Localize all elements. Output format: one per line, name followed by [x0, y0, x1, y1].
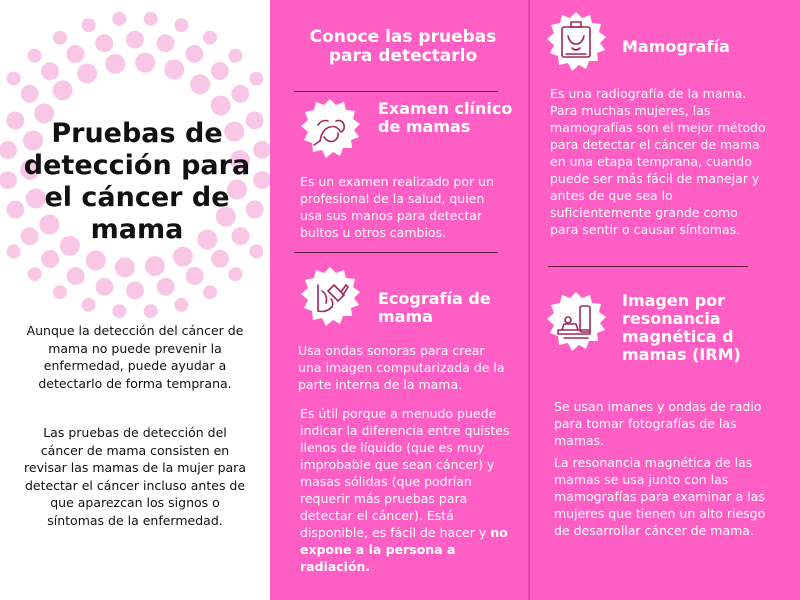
- decorative-dot: [66, 45, 84, 63]
- middle-panel: [270, 0, 528, 600]
- decorative-dot: [231, 85, 249, 103]
- mri-title: Imagen por resonancia magnética d mamas (IRM): [622, 291, 741, 364]
- decorative-dot: [126, 31, 144, 49]
- decorative-dot: [157, 278, 175, 296]
- left-panel: [0, 0, 270, 600]
- decorative-dot: [82, 18, 96, 32]
- decorative-dot: [53, 80, 73, 100]
- section-heading: Conoce las pruebas para detectarlo: [309, 27, 497, 66]
- decorative-dot: [95, 34, 113, 52]
- echo-details-emphasis: no expone a la persona a radiación.: [300, 525, 508, 574]
- decorative-dot: [249, 72, 263, 86]
- decorative-dot: [82, 298, 96, 312]
- decorative-dot: [115, 257, 135, 277]
- decorative-dot: [77, 63, 97, 83]
- decorative-dot: [211, 62, 229, 80]
- mri-details: La resonancia magnética de las mamas se usa junto con las mamografías para examinar a las mujeres que tienen un alto riesgo de desarrollar cáncer de mama.: [554, 455, 766, 538]
- decorative-dot: [190, 74, 210, 94]
- decorative-dot: [203, 285, 217, 299]
- echo-description: Usa ondas sonoras para crear una imagen computarizada de la parte interna de la mama.: [298, 343, 505, 392]
- decorative-dot: [249, 244, 263, 258]
- echo-title: Ecografía de mama: [378, 289, 491, 326]
- exam-title: Examen clínico de mamas: [378, 99, 513, 136]
- decorative-dot: [41, 62, 59, 80]
- decorative-dot: [53, 31, 67, 45]
- decorative-dot: [112, 12, 126, 26]
- decorative-dot: [174, 18, 188, 32]
- divider: [294, 252, 498, 253]
- decorative-dot: [228, 49, 242, 63]
- decorative-dot: [67, 267, 85, 285]
- decorative-dot: [164, 60, 184, 80]
- decorative-dot: [157, 34, 175, 52]
- decorative-dot: [135, 53, 155, 73]
- decorative-dot: [203, 31, 217, 45]
- ultrasound-icon: [298, 265, 362, 329]
- mammography-icon: [544, 10, 608, 74]
- right-panel: [530, 0, 800, 600]
- decorative-dot: [41, 250, 59, 268]
- decorative-dot: [96, 278, 114, 296]
- decorative-dot: [53, 285, 67, 299]
- decorative-dot: [112, 304, 126, 318]
- divider: [294, 91, 498, 92]
- mri-scanner-icon: [544, 290, 608, 354]
- intro-paragraph: Aunque la detección del cáncer de mama no puede prevenir la enfermedad, puede ayudar a detectarlo de forma temprana.: [26, 323, 244, 391]
- decorative-dot: [28, 267, 42, 281]
- decorative-dot: [86, 251, 106, 271]
- breast-self-exam-icon: [298, 97, 362, 161]
- echo-details-text: Es útil porque a menudo puede indicar la diferencia entre quistes llenos de líquido (que es muy improbable que sean cáncer) y masas sólidas (que podrían requerir más pruebas para detectar el cáncer). Está disponible, es fácil de hacer y: [300, 406, 510, 540]
- decorative-dot: [21, 85, 39, 103]
- decorative-dot: [126, 281, 144, 299]
- decorative-dot: [211, 96, 231, 116]
- decorative-dot: [7, 244, 21, 258]
- echo-details: [300, 405, 512, 575]
- decorative-dot: [144, 304, 158, 318]
- decorative-dot: [211, 250, 229, 268]
- intro-paragraph-2: Las pruebas de detección del cáncer de mama consisten en revisar las mamas de la mujer para detectar el cáncer incluso antes de que aparezcan los signos o síntomas de la enfermedad.: [24, 425, 246, 528]
- divider: [548, 266, 748, 267]
- page-title: Pruebas de detección para el cáncer de mama: [23, 118, 251, 245]
- decorative-dot: [174, 298, 188, 312]
- decorative-dot: [228, 267, 242, 281]
- decorative-dot: [105, 54, 125, 74]
- decorative-dot: [173, 247, 193, 267]
- decorative-dot: [144, 12, 158, 26]
- exam-description: Es un examen realizado por un profesional de la salud, quien usa sus manos para detectar bultos u otros cambios.: [300, 174, 494, 240]
- mammo-title: Mamografía: [622, 37, 730, 56]
- decorative-dot: [28, 49, 42, 63]
- decorative-dot: [7, 72, 21, 86]
- mri-description: Se usan imanes y ondas de radio para tomar fotografías de las mamas.: [554, 399, 762, 448]
- mammo-description: Es una radiografía de la mama. Para muchas mujeres, las mamografías son el mejor método para detectar el cáncer de mama en una etapa temprana, cuando puede ser más fácil de manejar y antes de que sea lo suficientemente grande como para sentir o causar síntomas.: [550, 86, 766, 237]
- decorative-dot: [185, 45, 203, 63]
- decorative-dot: [145, 256, 165, 276]
- decorative-dot: [186, 267, 204, 285]
